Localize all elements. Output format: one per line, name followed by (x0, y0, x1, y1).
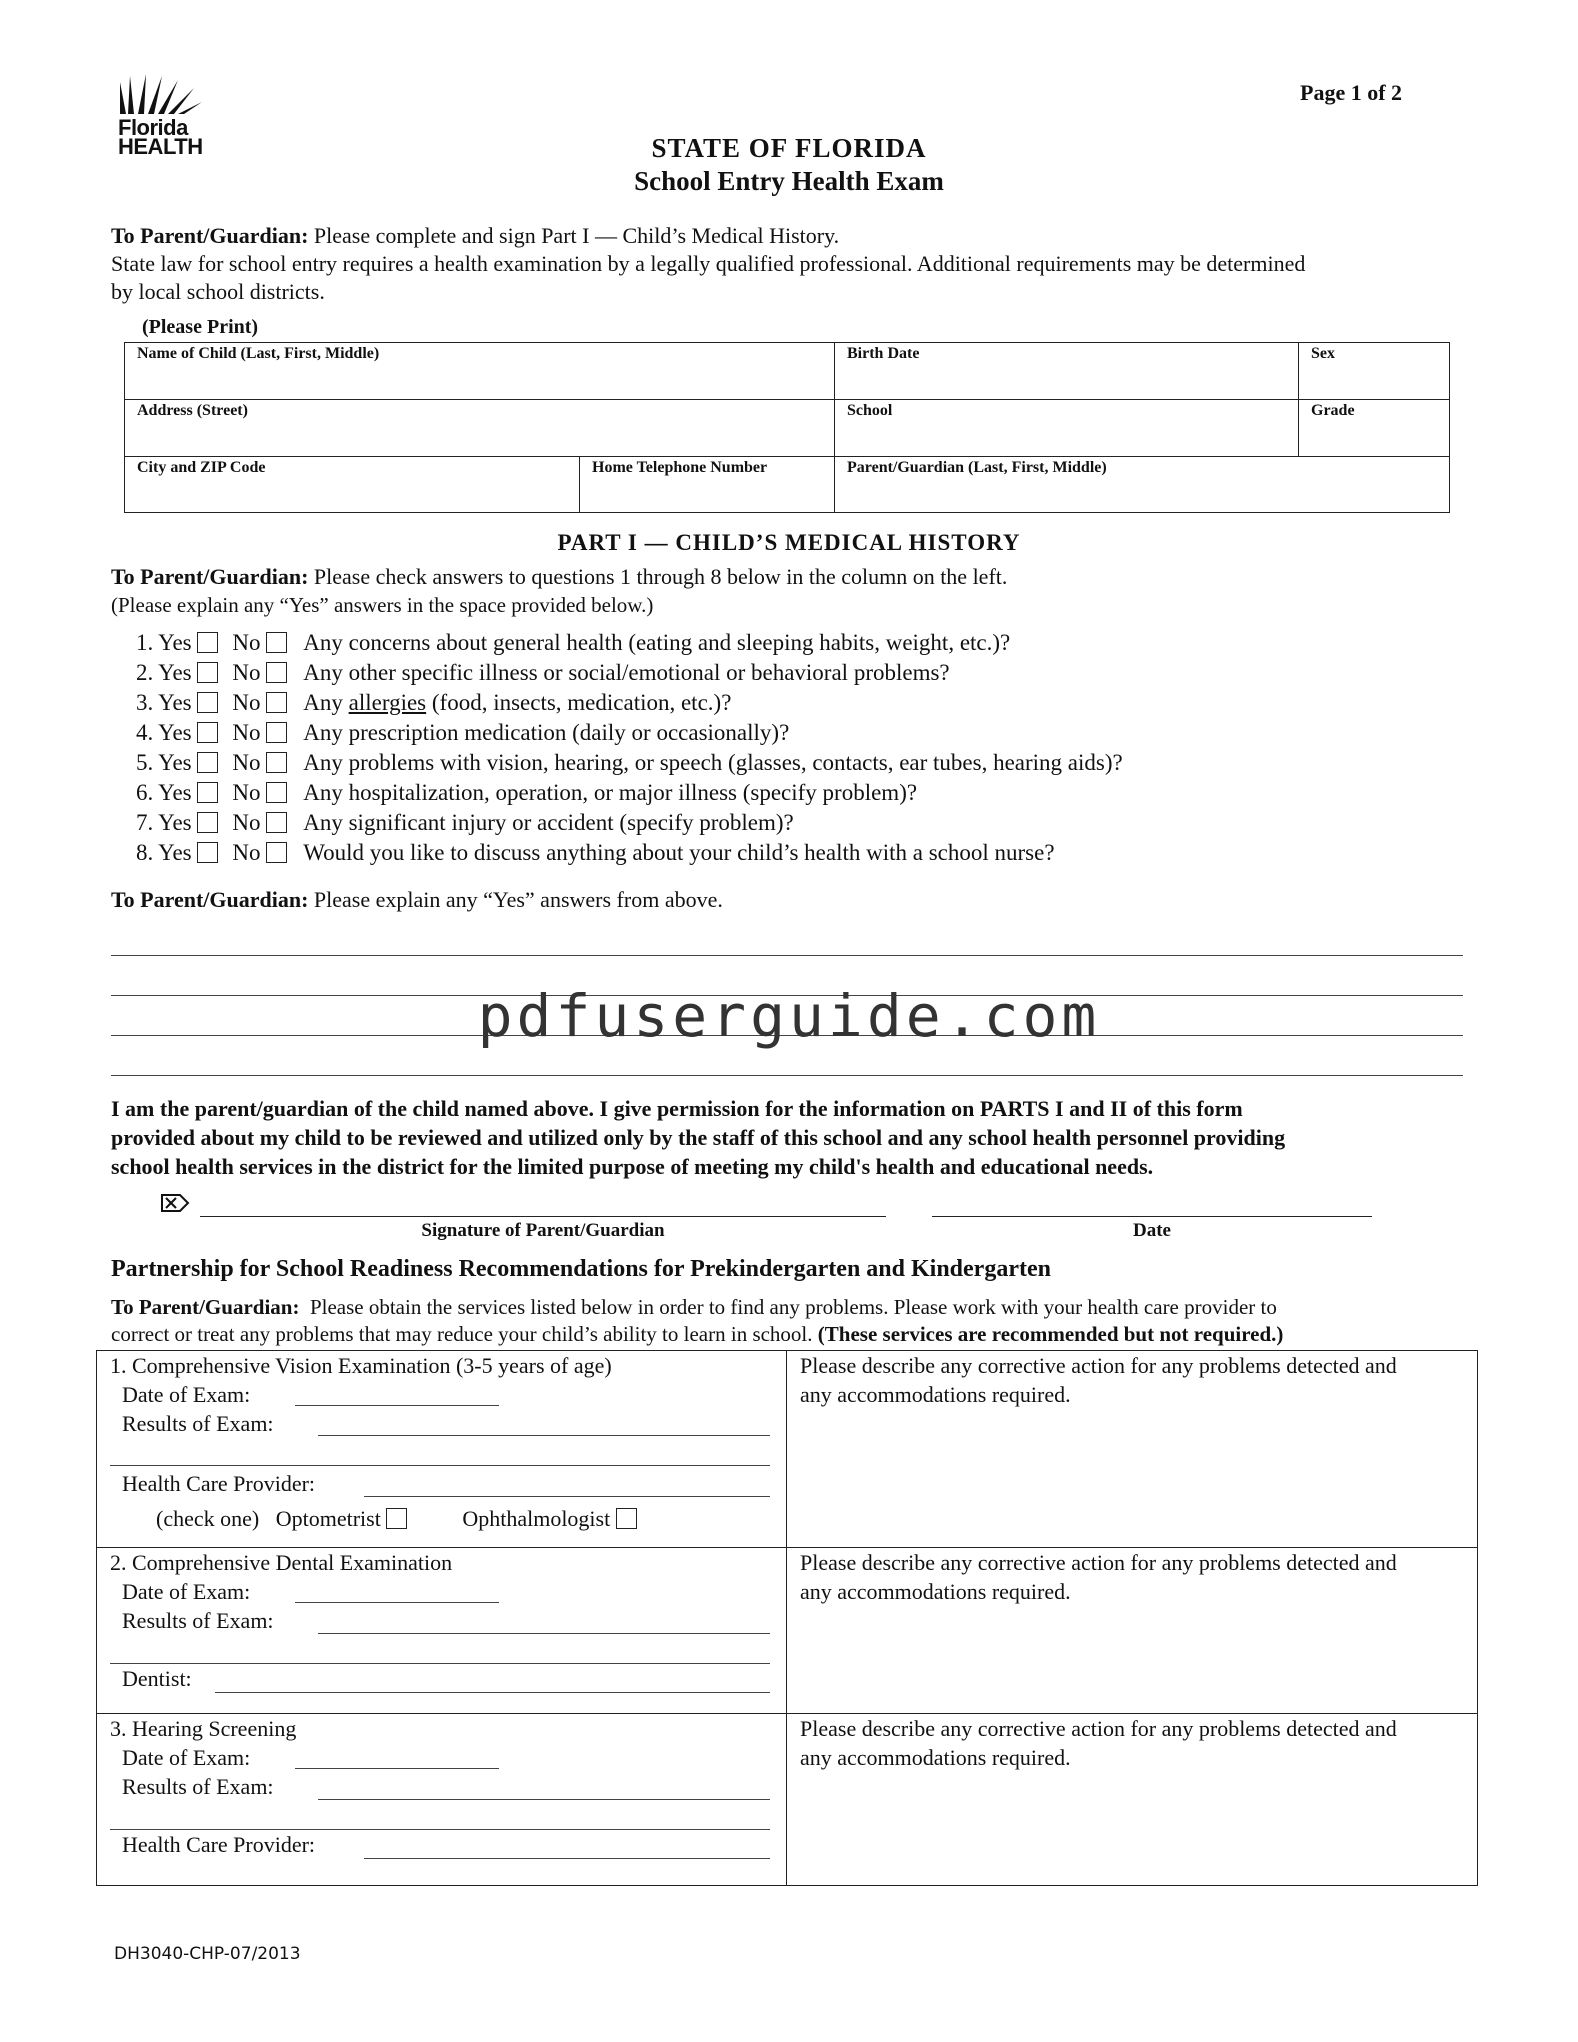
hearing-results-label: Results of Exam: (122, 1774, 274, 1799)
vision-corrective-text[interactable] (800, 1351, 1397, 1409)
dentist-input[interactable] (215, 1692, 770, 1693)
dentist-label: Dentist: (122, 1666, 192, 1691)
consent-line3: school health services in the district for the limited purpose of meeting my child's health and educational needs. (111, 1154, 1154, 1179)
explain-lead: To Parent/Guardian: (111, 887, 309, 912)
dental-date-input[interactable] (295, 1602, 499, 1603)
question-text: Any significant injury or accident (specify problem)? (303, 810, 794, 835)
dental-results-input[interactable] (318, 1633, 770, 1634)
intro-block (111, 222, 1471, 306)
question-number: 3. (136, 690, 154, 715)
hearing-screening-section (110, 1714, 296, 1801)
no-checkbox[interactable] (266, 632, 287, 653)
part1-explain-note: (Please explain any “Yes” answers in the space provided below.) (111, 593, 654, 617)
vision-check-one-row (156, 1504, 637, 1533)
question-text-post: (food, insects, medication, etc.)? (426, 690, 732, 715)
explain-instruction (111, 886, 723, 914)
yes-label: Yes (158, 810, 192, 835)
hearing-corrective-line1: Please describe any corrective action for any problems detected and (800, 1716, 1397, 1741)
question-number: 1. (136, 630, 154, 655)
vision-results-label: Results of Exam: (122, 1411, 274, 1436)
question-row (136, 748, 1123, 778)
yes-checkbox[interactable] (197, 812, 218, 833)
yes-checkbox[interactable] (197, 752, 218, 773)
question-text: Would you like to discuss anything about your child’s health with a school nurse? (303, 840, 1055, 865)
no-label: No (232, 690, 261, 715)
form-title: STATE OF FLORIDA (651, 133, 927, 163)
intro-law-line1: State law for school entry requires a health examination by a legally qualified professional. Additional requirements may be determined (111, 251, 1306, 276)
sunburst-icon (118, 74, 202, 116)
yes-checkbox[interactable] (197, 722, 218, 743)
yes-checkbox[interactable] (197, 842, 218, 863)
city-zip-label: City and ZIP Code (137, 459, 266, 476)
question-row (136, 778, 917, 808)
yes-label: Yes (158, 630, 192, 655)
explain-line-1[interactable] (111, 955, 1463, 956)
home-phone-field[interactable] (580, 457, 835, 512)
city-zip-field[interactable] (125, 457, 580, 512)
part1-instruction (111, 563, 1007, 591)
question-text: Any hospitalization, operation, or major illness (specify problem)? (303, 780, 918, 805)
sex-label: Sex (1311, 345, 1335, 362)
question-row (136, 838, 1055, 868)
no-checkbox[interactable] (266, 722, 287, 743)
hearing-corrective-line2: any accommodations required. (800, 1745, 1071, 1770)
hearing-corrective-text[interactable] (800, 1714, 1397, 1772)
birth-date-field[interactable] (835, 343, 1299, 400)
vision-provider-input[interactable] (364, 1496, 770, 1497)
ophthalmologist-checkbox[interactable] (616, 1508, 637, 1529)
vision-results-input-2[interactable] (110, 1465, 770, 1466)
consent-line1: I am the parent/guardian of the child named above. I give permission for the information on PARTS I and II of this form (111, 1096, 1243, 1121)
no-checkbox[interactable] (266, 812, 287, 833)
form-code: DH3040-CHP-07/2013 (114, 1944, 301, 1964)
dental-exam-section (110, 1548, 452, 1635)
question-text-underlined: allergies (348, 690, 427, 715)
home-phone-label: Home Telephone Number (592, 459, 768, 476)
address-field[interactable] (125, 400, 835, 457)
part1-lead: To Parent/Guardian: (111, 564, 309, 589)
dental-corrective-line1: Please describe any corrective action for any problems detected and (800, 1550, 1397, 1575)
name-of-child-field[interactable] (125, 343, 835, 400)
yes-checkbox[interactable] (197, 662, 218, 683)
partnership-heading: Partnership for School Readiness Recommendations for Prekindergarten and Kindergarten (111, 1256, 1051, 1282)
no-label: No (232, 780, 261, 805)
address-label: Address (Street) (137, 402, 248, 419)
check-one-label: (check one) (156, 1506, 260, 1531)
no-checkbox[interactable] (266, 692, 287, 713)
signature-label: Signature of Parent/Guardian (421, 1220, 665, 1241)
intro-lead-text: Please complete and sign Part I — Child’s Medical History. (313, 223, 840, 248)
form-subtitle: School Entry Health Exam (634, 166, 944, 196)
no-label: No (232, 660, 261, 685)
part1-instruction-text: Please check answers to questions 1 through 8 below in the column on the left. (313, 564, 1008, 589)
question-text: Any problems with vision, hearing, or speech (glasses, contacts, ear tubes, hearing aids)? (303, 750, 1123, 775)
date-line[interactable] (932, 1216, 1372, 1217)
consent-statement (111, 1094, 1491, 1181)
recommendations-divider (786, 1350, 787, 1886)
pen-icon (160, 1192, 190, 1219)
yes-label: Yes (158, 750, 192, 775)
dental-title: 2. Comprehensive Dental Examination (110, 1550, 453, 1575)
no-checkbox[interactable] (266, 662, 287, 683)
question-text-pre: Any (303, 690, 349, 715)
grade-field[interactable] (1299, 400, 1449, 457)
yes-label: Yes (158, 840, 192, 865)
no-label: No (232, 810, 261, 835)
vision-corrective-line1: Please describe any corrective action for any problems detected and (800, 1353, 1397, 1378)
part1-heading: PART I — CHILD’S MEDICAL HISTORY (557, 530, 1021, 555)
hearing-date-label: Date of Exam: (122, 1745, 251, 1770)
no-checkbox[interactable] (266, 782, 287, 803)
yes-label: Yes (158, 690, 192, 715)
child-info-table (124, 342, 1450, 513)
partnership-lead: To Parent/Guardian: (111, 1295, 300, 1319)
vision-date-label: Date of Exam: (122, 1382, 251, 1407)
question-text: Any concerns about general health (eating and sleeping habits, weight, etc.)? (303, 630, 1011, 655)
question-row (136, 658, 950, 688)
hearing-title: 3. Hearing Screening (110, 1716, 297, 1741)
date-label: Date (1133, 1220, 1171, 1241)
yes-checkbox[interactable] (197, 692, 218, 713)
vision-exam-section (110, 1351, 612, 1438)
sex-field[interactable] (1299, 343, 1449, 400)
no-label: No (232, 840, 261, 865)
yes-checkbox[interactable] (197, 782, 218, 803)
optometrist-label: Optometrist (275, 1506, 381, 1531)
dental-corrective-line2: any accommodations required. (800, 1579, 1071, 1604)
logo-line1: Florida (118, 115, 188, 140)
question-row (136, 808, 794, 838)
hearing-provider-label: Health Care Provider: (122, 1832, 316, 1857)
hearing-date-input[interactable] (295, 1768, 499, 1769)
intro-lead: To Parent/Guardian: (111, 223, 309, 248)
no-label: No (232, 720, 261, 745)
question-number: 8. (136, 840, 154, 865)
yes-label: Yes (158, 720, 192, 745)
vision-results-input[interactable] (318, 1435, 770, 1436)
partnership-text2: correct or treat any problems that may reduce your child’s ability to learn in school. (111, 1322, 813, 1346)
ophthalmologist-label: Ophthalmologist (462, 1506, 611, 1531)
birth-date-label: Birth Date (847, 345, 920, 362)
no-label: No (232, 630, 261, 655)
question-row (136, 718, 789, 748)
school-field[interactable] (835, 400, 1299, 457)
yes-label: Yes (158, 780, 192, 805)
optometrist-checkbox[interactable] (386, 1508, 407, 1529)
question-text: Any other specific illness or social/emotional or behavioral problems? (303, 660, 950, 685)
grade-label: Grade (1311, 402, 1355, 419)
hearing-provider-input[interactable] (364, 1858, 770, 1859)
dental-date-label: Date of Exam: (122, 1579, 251, 1604)
school-label: School (847, 402, 893, 419)
question-row (136, 628, 1010, 658)
question-number: 7. (136, 810, 154, 835)
vision-date-input[interactable] (295, 1405, 499, 1406)
intro-law-line2: by local school districts. (111, 279, 325, 304)
yes-checkbox[interactable] (197, 632, 218, 653)
question-number: 4. (136, 720, 154, 745)
page-number: Page 1 of 2 (1300, 80, 1403, 105)
please-print-label: (Please Print) (142, 316, 259, 338)
explain-line-4[interactable] (111, 1075, 1463, 1076)
dental-results-input-2[interactable] (110, 1663, 770, 1664)
parent-guardian-label: Parent/Guardian (Last, First, Middle) (847, 459, 1107, 476)
no-checkbox[interactable] (266, 752, 287, 773)
consent-line2: provided about my child to be reviewed and utilized only by the staff of this school and any school health personnel providing (111, 1125, 1286, 1150)
parent-guardian-field[interactable] (835, 457, 1449, 512)
partnership-instructions (111, 1294, 1511, 1348)
question-number: 5. (136, 750, 154, 775)
partnership-text2-bold: (These services are recommended but not required.) (817, 1322, 1284, 1346)
no-checkbox[interactable] (266, 842, 287, 863)
question-number: 6. (136, 780, 154, 805)
question-text: Any prescription medication (daily or occasionally)? (303, 720, 790, 745)
yes-label: Yes (158, 660, 192, 685)
vision-title: 1. Comprehensive Vision Examination (3-5 years of age) (110, 1353, 612, 1378)
watermark: pdfuserguide.com (477, 982, 1101, 1050)
dental-results-label: Results of Exam: (122, 1608, 274, 1633)
signature-line[interactable] (200, 1216, 886, 1217)
name-of-child-label: Name of Child (Last, First, Middle) (137, 345, 380, 362)
dental-corrective-text[interactable] (800, 1548, 1397, 1606)
question-row (136, 688, 731, 718)
vision-corrective-line2: any accommodations required. (800, 1382, 1071, 1407)
partnership-text1: Please obtain the services listed below in order to find any problems. Please work with your health care provider to (309, 1295, 1277, 1319)
logo-line2: HEALTH (118, 134, 203, 159)
vision-provider-label: Health Care Provider: (122, 1471, 316, 1496)
no-label: No (232, 750, 261, 775)
explain-text: Please explain any “Yes” answers from above. (313, 887, 723, 912)
hearing-results-input[interactable] (318, 1799, 770, 1800)
question-text (303, 690, 731, 715)
question-number: 2. (136, 660, 154, 685)
